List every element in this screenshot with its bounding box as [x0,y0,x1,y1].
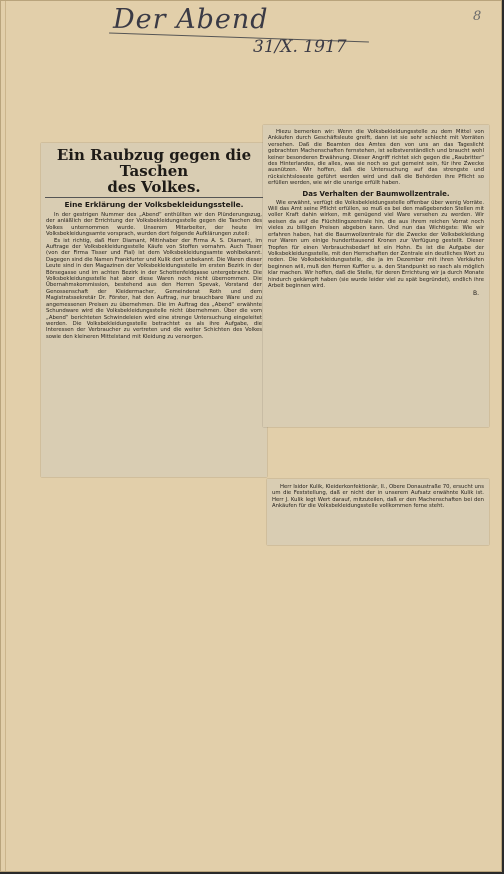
headline-line-1: Ein Raubzug gegen die Taschen [56,146,252,180]
headline-line-2: des Volkes. [107,178,201,196]
clipping-notice [267,479,489,545]
paragraph: Es ist richtig, daß Herr Diamant, Mitinhaber der Firma A. S. Diamant, im Auftrage der Volksbekleidungsstelle Käufe von Stoffen vornahm. Auch Tisser (von der Firma Tisser und Fial) ist dem Volksbekleidungsamte wohlbekannt. Dagegen sind die Namen Frankfurter und Kulik dort unbekannt. Die Waren dieser Leute sind in den Magazinen der Volksbekleidungsstelle im ersten Bezirk in der Börsegasse und im achten Bezirk in der Schottenfeldgasse untergebracht. Die Volksbekleidungsstelle hat aber diese Waren noch nicht übernommen. Die Übernahmskommission, bestehend aus den Herren Spevak, Vorstand der Genossenschaft der Kleidermacher, Gemeinderat Roth und dem Magistratssekretär Dr. Förster, hat den Auftrag, nur brauchbare Ware und zu angemessenen Preisen zu übernehmen. Die im Auftrag des „Abend“ erwähnte Schundware wird die Volksbekleidungsstelle nicht übernehmen. Über die vom „Abend“ berichteten Schwindeleien wird eine strenge Untersuchung eingeleitet werden. Die Volksbekleidungsstelle betrachtet es als ihre Aufgabe, die Interessen der Verbraucher zu vertreten und die weiter Schichten des Volkes sowie den kleineren Mittelstand mit Kleidung zu versorgen. [46,237,262,340]
clipping-right-column [263,125,489,427]
clipping-left-column [41,143,267,477]
paragraph: Hiezu bemerken wir: Wenn die Volksbekleidungsstelle zu dem Mittel von Ankäufen durch Geschäftsleute greift, dann ist sie sehr schlecht mit Vorräten versehen. Daß die Beamten des Amtes den von uns an das Tageslicht gebrachten Machenschaften fernstehen, ist selbstverständlich und braucht wohl keiner besonderen Erwähnung. Dieser Angriff richtet sich gegen die „Raubritter“ des Hinterlandes, die alles, was sie noch so gut gemeint sein, für ihre Zwecke ausnützen. Wir hoffen, daß die Untersuchung auf das strengste und rücksichtsloseste geführt werden wird und daß die Behörden ihre Pflicht so erfüllen werden, wie wir die unsrige erfüllt haben. [268,129,484,187]
article-body-col3 [268,200,484,290]
page-number: 8 [473,9,482,24]
article-signature: B. [472,290,479,298]
handwritten-date: 31/X. 1917 [253,37,347,57]
notice-body [272,484,484,510]
article-body-col2 [268,129,484,187]
page-margin-line [5,1,6,871]
section-heading: Das Verhalten der Baumwollzentrale. [302,189,450,198]
article-headline [45,147,263,195]
paragraph: Wie erwähnt, verfügt die Volksbekleidungsstelle offenbar über wenig Vorräte. Will das Amt seine Pflicht erfüllen, so muß es bei den maßgebenden Stellen mit voller Kraft dahin wirken, mit genügend viel Ware versehen zu werden. Wir weisen da auf die Flüchtlingszentrale hin, die aus ihrem reichen Vorrat noch vieles zu billigen Preisen abgeben kann. Und nun das Wichtigste: Wie wir erfahren haben, hat die Baumwollzentrale für die Zwecke der Volksbekleidung nur Waren um einige hunderttausend Kronen zur Verfügung gestellt. Dieser Tropfen für einen Verbrauchsbedarf ist ein Hohn. Es ist die Aufgabe der Volksbekleidungsstelle, mit den Herrschaften der Zentrale ein deutliches Wort zu reden. Die Volksbekleidungsstelle, die ja im Dezember mit ihren Verkäufen beginnen will, muß den Herren Kuffler u. a. den Standpunkt so rasch als möglich klar machen. Wir hoffen, daß die Stelle, für deren Errichtung wir ja durch Monate hindurch gekämpft haben (sie wurde leider viel zu spät begründet), endlich ihre Arbeit beginnen wird. [268,199,484,289]
article-body-col1 [46,212,262,340]
handwritten-title: Der Abend [113,4,269,35]
paragraph: Herr Isidor Kulik, Kleiderkonfektionär, II., Obere Donaustraße 70, ersucht uns um die Feststellung, daß er nicht der in unserem Aufsatz erwähnte Kulik ist. Herr J. Kulik legt Wert darauf, mitzuteilen, daß er den Machenschaften bei den Ankäufen für die Volksbekleidungsstelle vollkommen ferne steht. [272,484,484,510]
paragraph: In der gestrigen Nummer des „Abend“ enthüllten wir den Plünderungszug, der anläßlich der Errichtung der Volksbekleidungsstelle gegen die Taschen des Volkes unternommen wurde. Unserem Mitarbeiter, der heute im Volksbekleidungsamte vorsprach, wurden dort folgende Aufklärungen zuteil: [46,212,262,238]
article-subheadline: Eine Erklärung der Volksbekleidungsstelle. [45,197,263,209]
